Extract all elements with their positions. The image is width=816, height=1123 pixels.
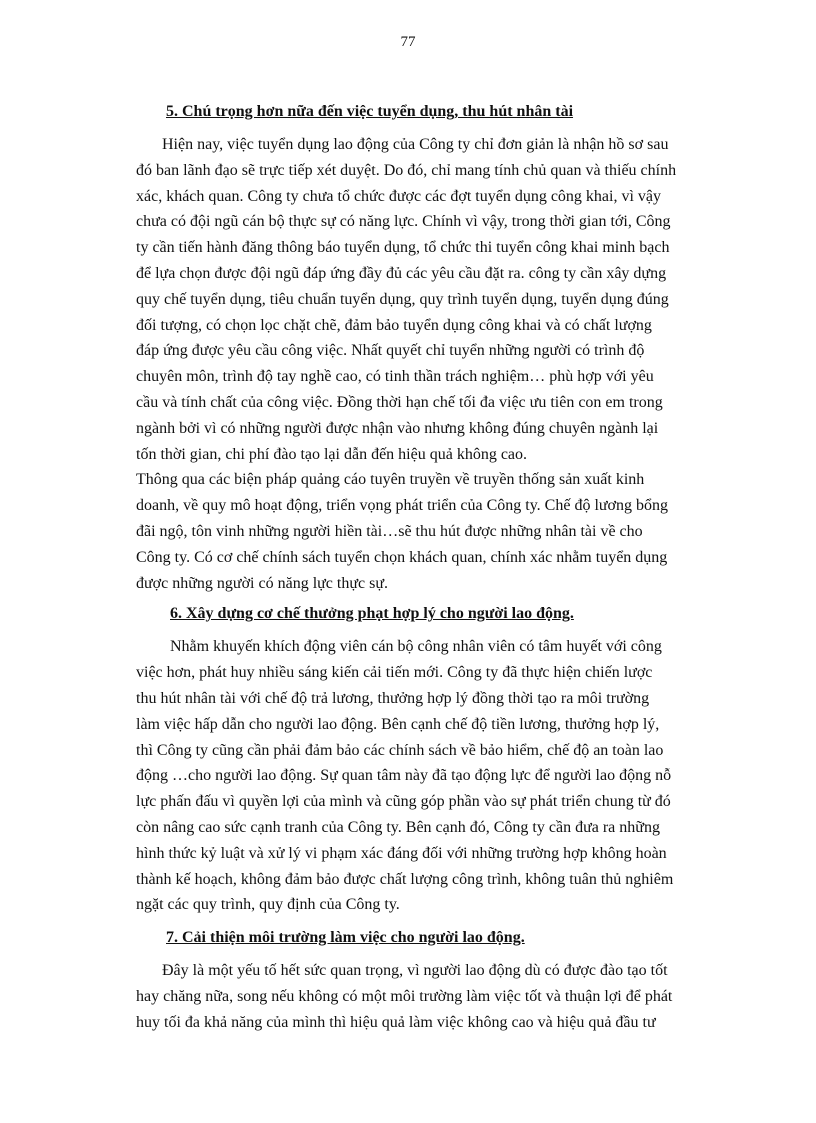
section-6-body (136, 634, 736, 918)
document-body (136, 100, 736, 1036)
text-line: ngành bởi vì có những người được nhận vào nhưng không đúng chuyên ngành lại (136, 419, 659, 437)
text-line: cầu và tính chất của công việc. Đồng thời hạn chế tối đa việc ưu tiên con em trong (136, 393, 663, 411)
text-line: hình thức kỷ luật và xử lý vi phạm xác đáng đối với những trường hợp không hoàn (136, 844, 667, 862)
text-line: Thông qua các biện pháp quảng cáo tuyên truyền về truyền thống sản xuất kinh (136, 471, 645, 489)
text-line: Công ty. Có cơ chế chính sách tuyển chọn khách quan, chính xác nhằm tuyển dụng (136, 548, 668, 566)
text-line: còn nâng cao sức cạnh tranh của Công ty. Bên cạnh đó, Công ty cần đưa ra những (136, 818, 660, 836)
text-line: thì Công ty cũng cần phải đảm bảo các chính sách về bảo hiểm, chế độ an toàn lao (136, 741, 664, 759)
text-line: chuyên môn, trình độ tay nghề cao, có tinh thần trách nghiệm… phù hợp với yêu (136, 368, 654, 386)
text-line: đáp ứng được yêu cầu công việc. Nhất quyết chỉ tuyển những người có trình độ (136, 342, 645, 360)
text-line: huy tối đa khả năng của mình thì hiệu quả làm việc không cao và hiệu quả đầu tư (136, 1013, 656, 1031)
text-line: đó ban lãnh đạo sẽ trực tiếp xét duyệt. Do đó, chỉ mang tính chủ quan và thiếu chính (136, 161, 677, 179)
text-line: ngặt các quy trình, quy định của Công ty. (136, 896, 400, 914)
text-line: được những người có năng lực thực sự. (136, 574, 389, 592)
text-line: hay chăng nữa, song nếu không có một môi trường làm việc tốt và thuận lợi để phát (136, 987, 673, 1005)
text-line: chưa có đội ngũ cán bộ thực sự có năng lực. Chính vì vậy, trong thời gian tới, Công (136, 213, 671, 231)
text-line: ty cần tiến hành đăng thông báo tuyển dụng, tổ chức thi tuyển công khai minh bạch (136, 239, 670, 257)
section-5-body (136, 132, 736, 596)
text-line: tốn thời gian, chi phí đào tạo lại dẫn đến hiệu quả không cao. (136, 445, 528, 463)
text-line: thành kế hoạch, không đảm bảo được chất lượng công trình, không tuân thủ nghiêm (136, 870, 674, 888)
text-line: để lựa chọn được đội ngũ đáp ứng đầy đủ các yêu cầu đặt ra. công ty cần xây dựng (136, 264, 667, 282)
text-line: làm việc hấp dẫn cho người lao động. Bên cạnh chế độ tiền lương, thưởng hợp lý, (136, 715, 660, 733)
text-line: đãi ngộ, tôn vinh những người hiền tài…sẽ thu hút được những nhân tài về cho (136, 522, 643, 540)
text-line: đối tượng, có chọn lọc chặt chẽ, đảm bảo tuyển dụng công khai và có chất lượng (136, 316, 652, 334)
section-6-heading: 6. Xây dựng cơ chế thưởng phạt hợp lý cho người lao động. (170, 605, 574, 623)
text-line: động …cho người lao động. Sự quan tâm này đã tạo động lực để người lao động nỗ (136, 767, 672, 785)
text-line: doanh, về quy mô hoạt động, triển vọng phát triển của Công ty. Chế độ lương bổng (136, 497, 669, 515)
section-7-body (136, 958, 736, 1035)
text-line: quy chế tuyển dụng, tiêu chuẩn tuyển dụng, quy trình tuyển dụng, tuyển dụng đúng (136, 290, 669, 308)
text-line: Nhằm khuyến khích động viên cán bộ công nhân viên có tâm huyết với công (170, 638, 662, 656)
text-line: thu hút nhân tài với chế độ trả lương, thưởng hợp lý đồng thời tạo ra môi trường (136, 689, 650, 707)
section-5-heading: 5. Chú trọng hơn nữa đến việc tuyển dụng, thu hút nhân tài (166, 103, 574, 120)
text-line: Hiện nay, việc tuyển dụng lao động của Công ty chỉ đơn giản là nhận hồ sơ sau (162, 136, 669, 153)
text-line: lực phấn đấu vì quyền lợi của mình và cũng góp phần vào sự phát triển chung từ đó (136, 793, 671, 811)
section-7-heading: 7. Cải thiện môi trường làm việc cho người lao động. (166, 929, 525, 947)
text-line: xác, khách quan. Công ty chưa tổ chức được các đợt tuyển dụng công khai, vì vậy (136, 187, 662, 205)
text-line: việc hơn, phát huy nhiều sáng kiến cải tiến mới. Công ty đã thực hiện chiến lược (136, 664, 653, 682)
page-number: 77 (400, 34, 416, 50)
text-line: Đây là một yếu tố hết sức quan trọng, vì người lao động dù có được đào tạo tốt (162, 962, 668, 980)
